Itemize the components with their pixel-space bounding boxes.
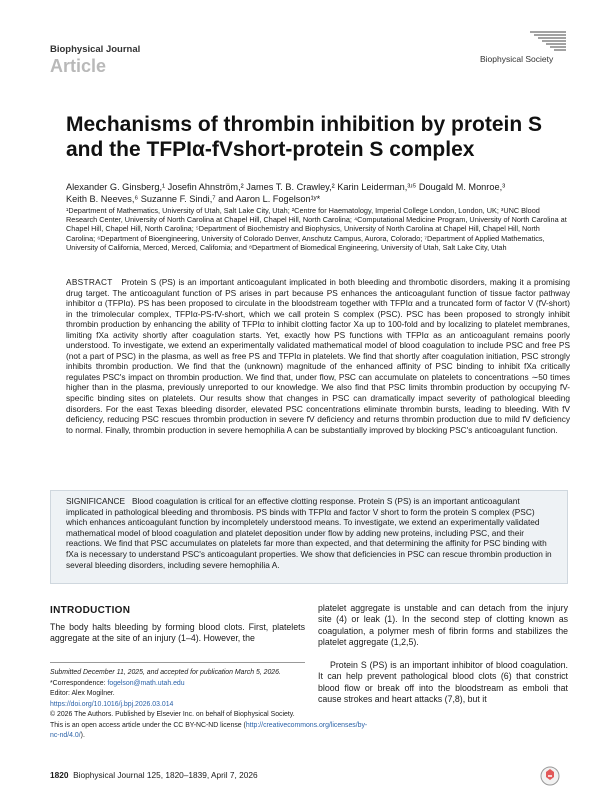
intro-right-paragraph-1: platelet aggregate is unstable and can detach from the injury site (4) or leak (1). In the second step of clotting known as coagulation, a polymer mesh of fibrin forms and stabilizes the platelet aggregate (1,2,5).	[318, 603, 568, 647]
doi-link[interactable]: https://doi.org/10.1016/j.bpj.2026.03.014	[50, 700, 174, 708]
author-list	[66, 181, 570, 205]
abstract-heading: ABSTRACT	[66, 277, 113, 287]
abstract	[66, 277, 570, 435]
page-number: 1820	[50, 770, 69, 780]
introduction-heading: INTRODUCTION	[50, 605, 131, 616]
submission-dates: Submitted December 11, 2025, and accepted for publication March 5, 2026.	[50, 669, 281, 676]
check-for-updates-icon[interactable]	[540, 766, 560, 786]
footnote-divider	[50, 662, 305, 663]
significance-text: Blood coagulation is critical for an effective clotting response. Protein S (PS) is an important anticoagulant implicated in pathological bleeding and thrombosis. PS binds with TFPIα and factor V short to form the protein S complex (PSC) which enhances anticoagulant function by incompletely understood means. To investigate, we extend an experimentally validated mathematical model of blood coagulation and platelet deposition under flow by adding new proteins, including PSC, and their reactions. We find that PSC accumulates on platelets far more than expected, and that determining the affinity for PSC binding with fXa is necessary to understand PSC's anticoagulant properties. We show that deficiencies in PSC can rescue thrombin production in several bleeding disorders, including severe hemophilia A.	[66, 496, 552, 570]
title-line-1: Mechanisms of thrombin inhibition by protein S	[66, 113, 543, 136]
abstract-text: Protein S (PS) is an important anticoagulant implicated in both bleeding and thrombotic disorders, making it a promising drug target. The anticoagulant function of PS arises in part because PS enhances the anticoagulant function of tissue factor pathway inhibitor α (TFPIα). PS has been proposed to circulate in the bloodstream together with TFPIα and a truncated form of factor V (fV-short) in the trimolecular complex, TFPIα-PS-fV-short, which we call protein S complex (PSC). PSC has been proposed to strongly inhibit thrombin production by enhancing the ability of TFPIα to inhibit clotting factor Xa up to 100-fold and by localizing to platelet membranes, limiting fXa activity shortly after coagulation starts. Yet, exactly how PS functions with TFPIα as an anticoagulant remains poorly understood. To investigate, we extend an experimentally validated mathematical model of blood coagulation to include PSC and free PS (not a part of PSC) in the plasma, as well as free PS and TFPIα in platelets. We find that shortly after coagulation initiation, PSC strongly inhibits thrombin production. We find that the (unknown) magnitude of the enhanced affinity of PSC binding to inhibit fXa critically regulates PSC's impact on thrombin production. We find that, under flow, PSC can accumulate on platelets to concentrations ∼50 times higher than in the plasma, previously unreported to our knowledge. We also find that PSC limits thrombin production by occupying fV-specific binding sites on platelets. Our results show that changes in PSC can dramatically impact severity of pathological bleeding disorders. For the east Texas bleeding disorder, elevated PSC concentrations eliminate thrombin bursts, leading to bleeding. With fV deficiency, reducing PSC rescues thrombin production in severe fV deficiency and returns thrombin production due to mild fV deficiency to normal. Finally, thrombin production in severe hemophilia A can be substantially improved by blocking PSC's anticoagulant function.	[66, 277, 570, 435]
editor-note: Editor: Alex Mogilner.	[50, 690, 115, 697]
article-type-label: Article	[50, 56, 107, 76]
significance-statement	[66, 496, 556, 570]
title-line-2: and the TFPIα-fVshort-protein S complex	[66, 138, 475, 161]
society-name: Biophysical Society	[480, 54, 554, 64]
article-title	[66, 112, 566, 162]
intro-left-paragraph: The body halts bleeding by forming blood clots. First, platelets aggregate at the site of an injury (1–4). However, the	[50, 622, 305, 644]
significance-heading: SIGNIFICANCE	[66, 496, 126, 506]
authors-line-1: Alexander G. Ginsberg,¹ Josefin Ahnström,² James T. B. Crawley,² Karin Leiderman,³ʴ⁵ Dougald M. Monroe,³	[66, 182, 506, 192]
license-notice: This is an open access article under the CC BY-NC-ND license (http://creativecommons.org/licenses/by-nc-nd/4.0/).	[50, 721, 368, 739]
correspondence-email-link[interactable]: fogelson@math.utah.edu	[107, 679, 185, 687]
page-footer	[50, 770, 258, 780]
license-link[interactable]: http://creativecommons.org/licenses/by-nc-nd/4.0/	[50, 721, 368, 739]
article-notes	[50, 668, 370, 742]
journal-citation: Biophysical Journal 125, 1820–1839, April 7, 2026	[73, 770, 258, 780]
copyright-notice: © 2026 The Authors. Published by Elsevier Inc. on behalf of Biophysical Society.	[50, 711, 295, 718]
affiliations: ¹Department of Mathematics, University of Utah, Salt Lake City, Utah; ²Centre for Haematology, Imperial College London, London, UK; ³UNC Blood Research Center, University of North Carolina at Chapel Hill, Chapel Hill, North Carolina; ⁴Computational Medicine Program, University of North Carolina at Chapel Hill, Chapel Hill, North Carolina; ⁵Department of Biochemistry and Biophysics, University of North Carolina at Chapel Hill, Chapel Hill, North Carolina; ⁶Department of Bioengineering, University of Colorado Denver, Anschutz Campus, Aurora, Colorado; ⁷Department of Applied Mathematics, University of California, Merced, Merced, California; and ⁸Department of Biomedical Engineering, University of Utah, Salt Lake City, Utah	[66, 206, 567, 252]
correspondence: *Correspondence: fogelson@math.utah.edu	[50, 679, 185, 687]
biophysical-society-logo	[478, 30, 568, 70]
journal-name: Biophysical Journal	[50, 44, 141, 55]
authors-line-2: Keith B. Neeves,⁶ Suzanne F. Sindi,⁷ and Aaron L. Fogelson¹ʸ*	[66, 194, 321, 204]
intro-right-paragraph-2: Protein S (PS) is an important inhibitor of blood coagulation. It can help prevent pathological blood clots (6) that constrict blood flow or break off into the bloodstream as emboli that cause strokes and heart attacks (7,8), but it	[318, 660, 568, 704]
